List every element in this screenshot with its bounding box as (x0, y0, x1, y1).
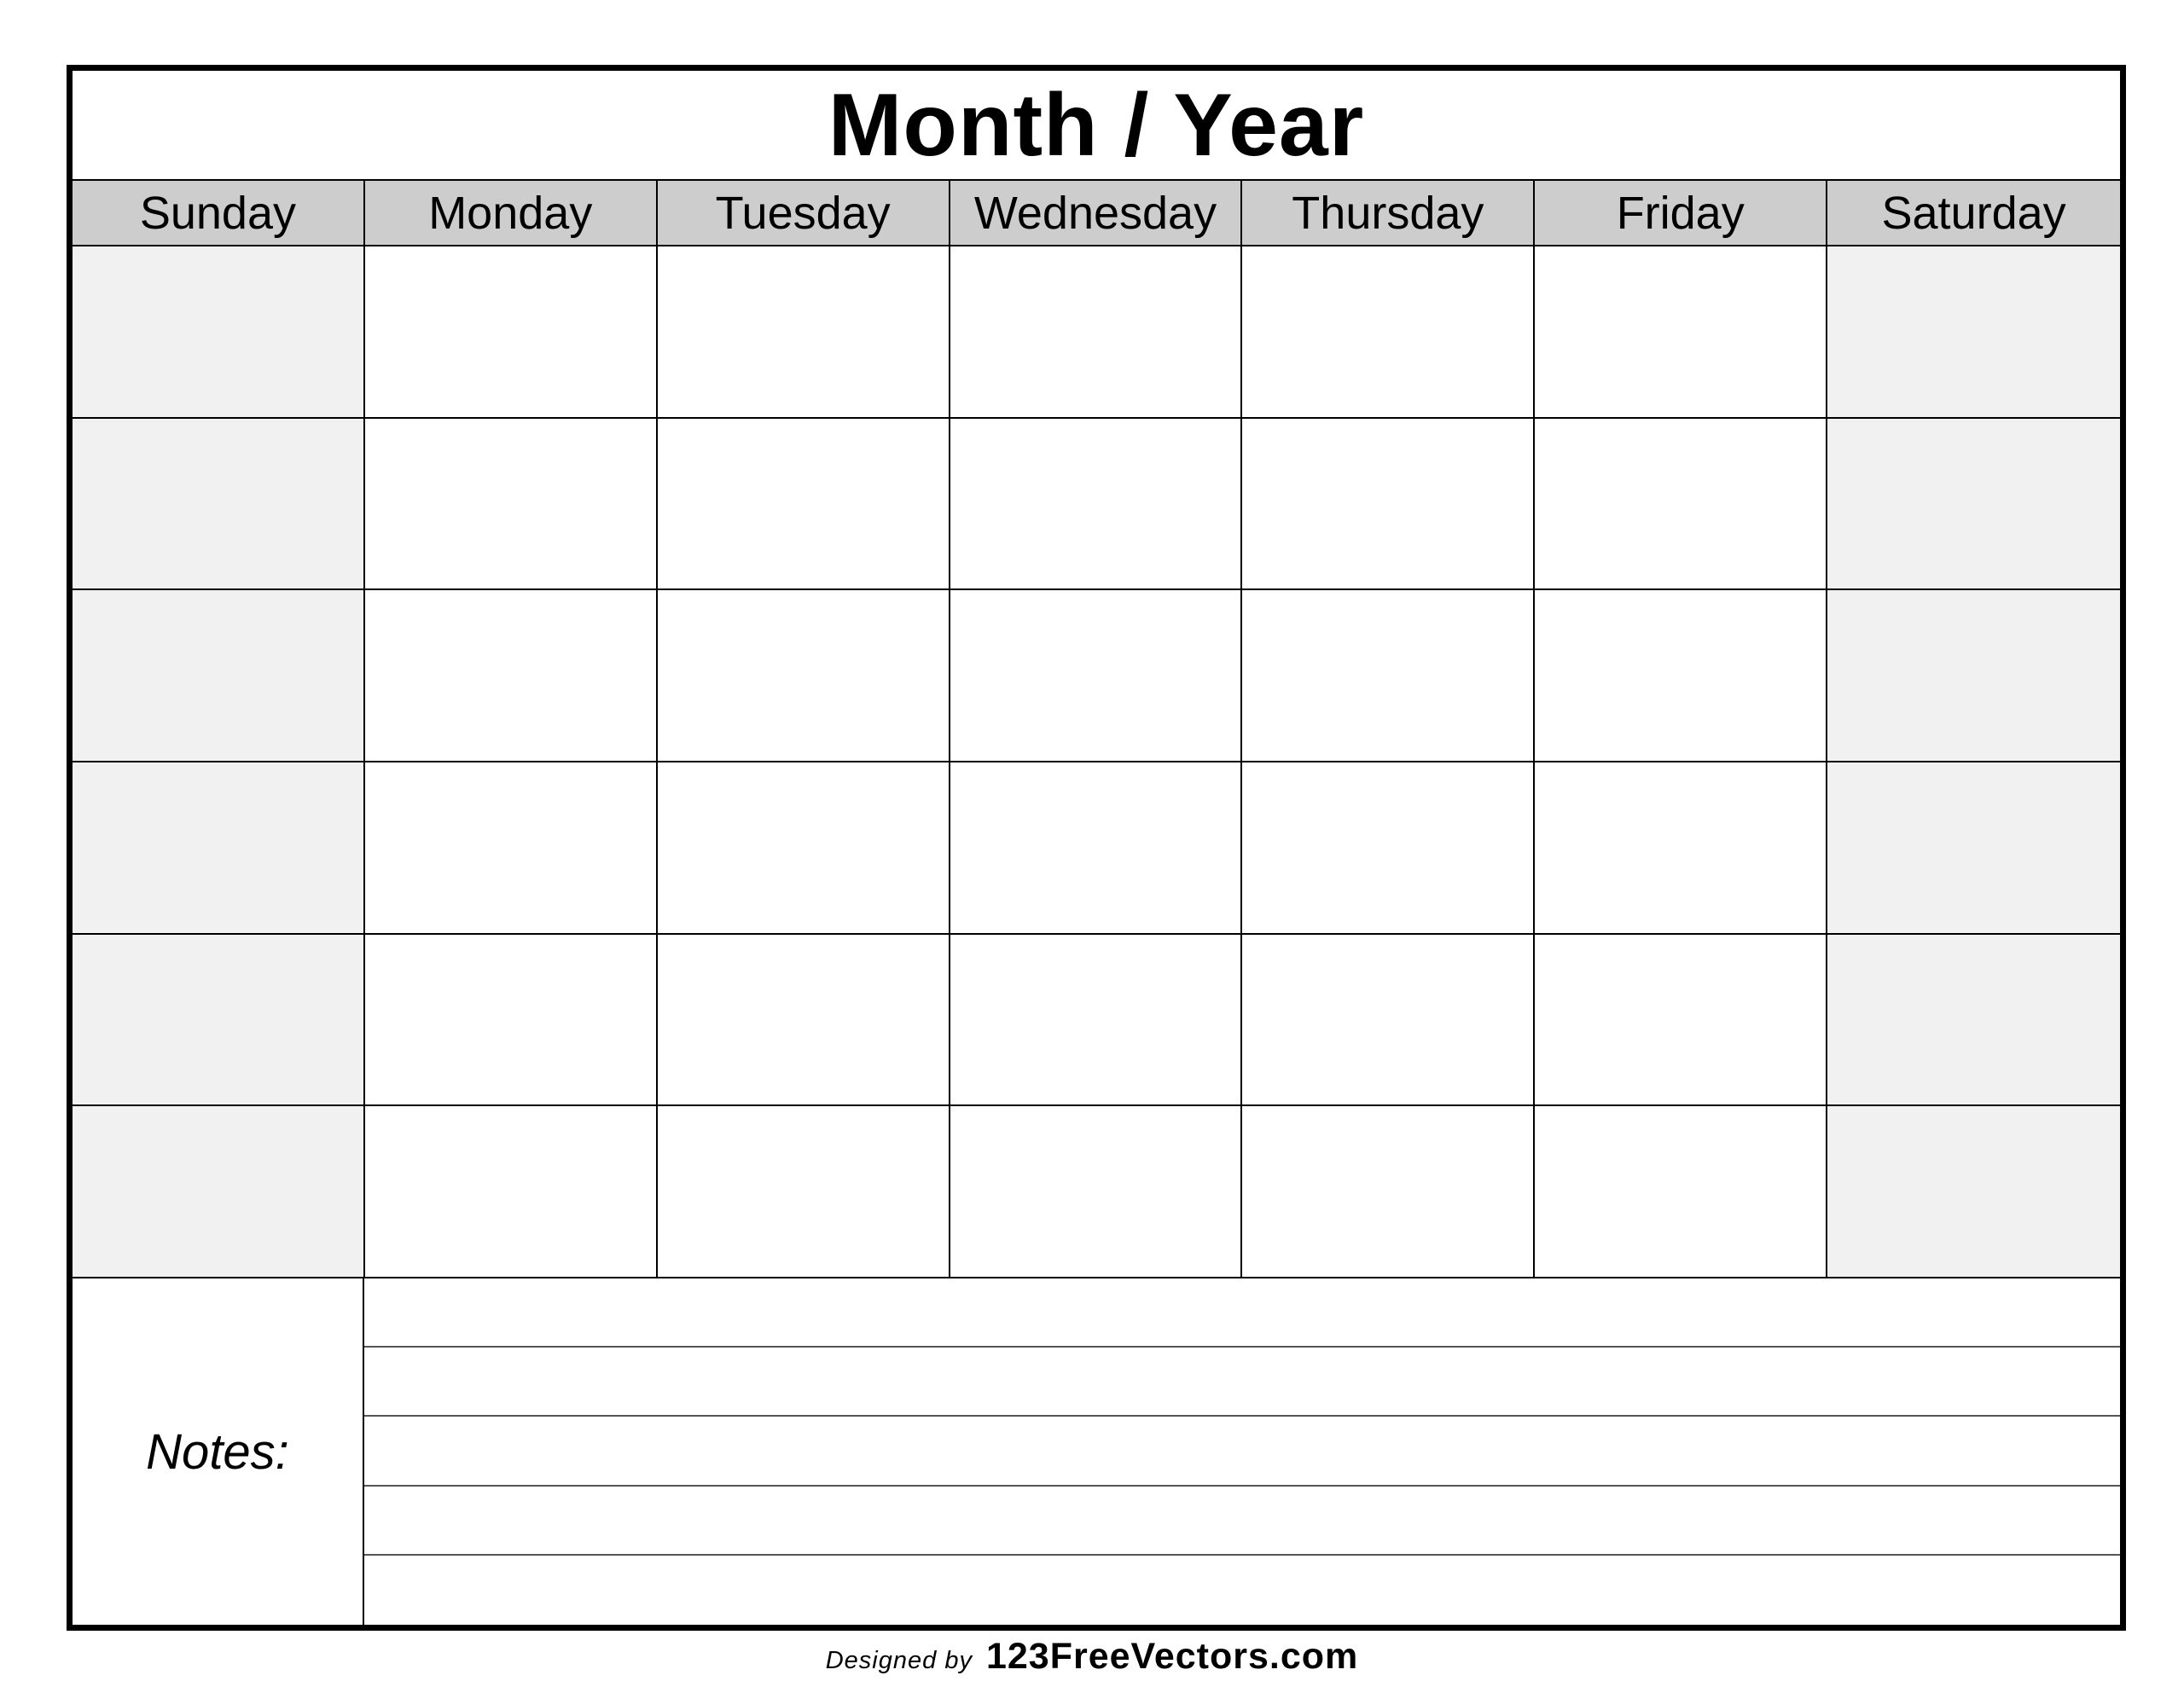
note-line[interactable] (364, 1417, 2120, 1486)
day-cell[interactable] (1535, 419, 1827, 591)
day-cell[interactable] (1827, 762, 2120, 935)
calendar-sheet (67, 65, 2126, 1631)
day-cell[interactable] (73, 762, 365, 935)
day-cell[interactable] (365, 419, 658, 591)
credit-prefix: Designed by (825, 1647, 973, 1674)
day-cell[interactable] (73, 419, 365, 591)
day-grid (73, 246, 2120, 1278)
notes-lines (364, 1278, 2120, 1625)
notes-section (73, 1278, 2120, 1625)
note-line[interactable] (364, 1348, 2120, 1417)
day-cell[interactable] (1242, 246, 1535, 419)
day-cell[interactable] (73, 246, 365, 419)
day-cell[interactable] (658, 935, 950, 1107)
day-cell[interactable] (1827, 590, 2120, 762)
day-cell[interactable] (365, 935, 658, 1107)
day-cell[interactable] (1827, 419, 2120, 591)
day-cell[interactable] (658, 590, 950, 762)
day-cell[interactable] (365, 590, 658, 762)
day-cell[interactable] (1242, 935, 1535, 1107)
title-row (73, 71, 2120, 181)
day-cell[interactable] (658, 762, 950, 935)
credit-site: 123FreeVectors.com (985, 1636, 1359, 1677)
weekday-header-monday: Monday (365, 181, 658, 245)
day-cell[interactable] (1242, 590, 1535, 762)
day-cell[interactable] (1827, 1106, 2120, 1278)
weekday-header-thursday: Thursday (1242, 181, 1535, 245)
note-line[interactable] (364, 1278, 2120, 1348)
day-cell[interactable] (365, 1106, 658, 1278)
note-line[interactable] (364, 1487, 2120, 1556)
weekday-header-tuesday: Tuesday (658, 181, 950, 245)
weekday-header-friday: Friday (1535, 181, 1827, 245)
day-cell[interactable] (365, 762, 658, 935)
weekday-header-wednesday: Wednesday (950, 181, 1243, 245)
day-cell[interactable] (658, 419, 950, 591)
day-cell[interactable] (73, 590, 365, 762)
day-cell[interactable] (950, 935, 1243, 1107)
day-cell[interactable] (73, 1106, 365, 1278)
day-cell[interactable] (1242, 419, 1535, 591)
weekday-header-row (73, 181, 2120, 246)
day-cell[interactable] (950, 419, 1243, 591)
day-cell[interactable] (950, 762, 1243, 935)
day-cell[interactable] (1242, 1106, 1535, 1278)
credit-line (0, 1636, 2184, 1678)
note-line[interactable] (364, 1556, 2120, 1625)
day-cell[interactable] (950, 246, 1243, 419)
day-cell[interactable] (658, 246, 950, 419)
day-cell[interactable] (1242, 762, 1535, 935)
day-cell[interactable] (73, 935, 365, 1107)
day-cell[interactable] (950, 590, 1243, 762)
notes-label: Notes: (146, 1423, 289, 1480)
weekday-header-sunday: Sunday (73, 181, 365, 245)
day-cell[interactable] (1827, 246, 2120, 419)
calendar-title: Month / Year (828, 75, 1365, 175)
day-cell[interactable] (1535, 935, 1827, 1107)
weekday-header-saturday: Saturday (1881, 187, 2066, 239)
day-cell[interactable] (365, 246, 658, 419)
day-cell[interactable] (658, 1106, 950, 1278)
day-cell[interactable] (1535, 590, 1827, 762)
day-cell[interactable] (1535, 762, 1827, 935)
notes-label-box (73, 1278, 364, 1625)
day-cell[interactable] (1827, 935, 2120, 1107)
day-cell[interactable] (950, 1106, 1243, 1278)
day-cell[interactable] (1535, 246, 1827, 419)
day-cell[interactable] (1535, 1106, 1827, 1278)
